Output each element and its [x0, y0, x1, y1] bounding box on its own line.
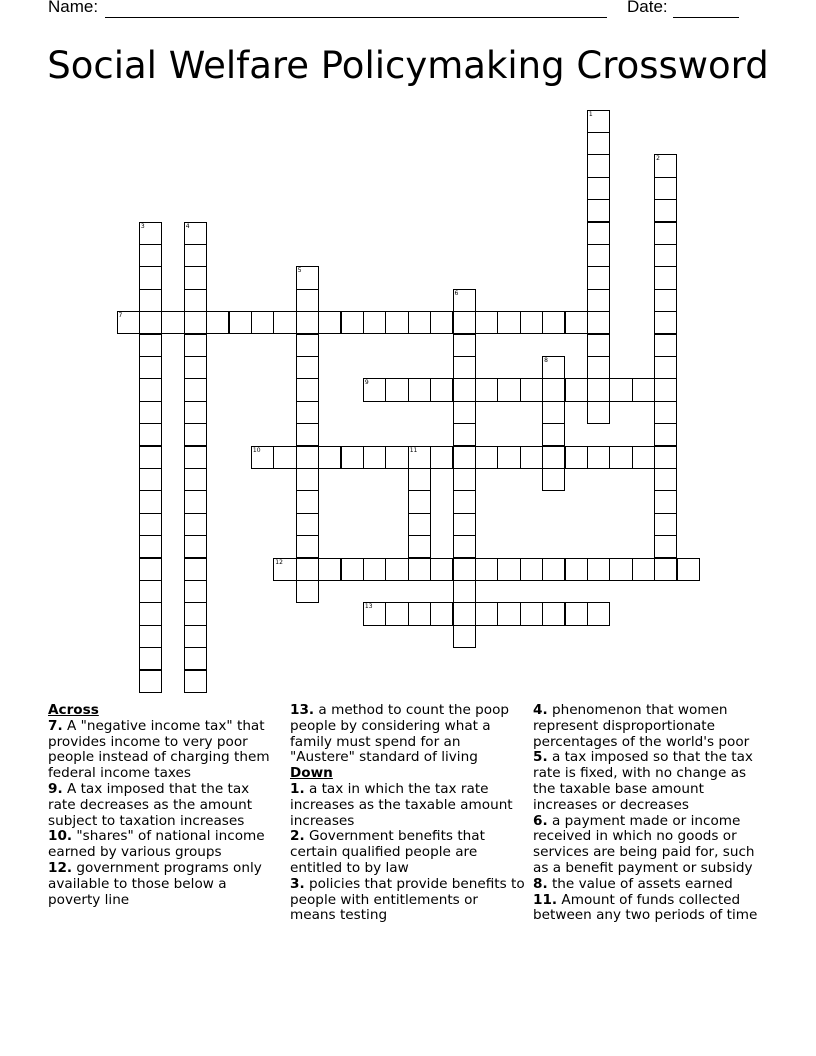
grid-cell[interactable]: [273, 311, 296, 334]
clue-column-2: [290, 703, 526, 924]
grid-cell[interactable]: [565, 311, 588, 334]
grid-cell[interactable]: [385, 378, 408, 401]
grid-cell[interactable]: [273, 446, 296, 469]
grid-cell[interactable]: [184, 558, 207, 581]
grid-cell[interactable]: [363, 311, 386, 334]
grid-cell[interactable]: [385, 558, 408, 581]
grid-cell[interactable]: [677, 558, 700, 581]
grid-cell[interactable]: [453, 602, 476, 625]
grid-cell[interactable]: [363, 446, 386, 469]
grid-cell[interactable]: [184, 334, 207, 357]
grid-cell[interactable]: [296, 558, 319, 581]
grid-cell[interactable]: [632, 446, 655, 469]
grid-cell[interactable]: [520, 311, 543, 334]
grid-cell[interactable]: [453, 580, 476, 603]
grid-cell[interactable]: [654, 356, 677, 379]
grid-cell[interactable]: [229, 311, 252, 334]
grid-cell[interactable]: [184, 580, 207, 603]
clue-number: 7: [118, 312, 123, 320]
grid-cell[interactable]: [654, 154, 677, 177]
grid-cell[interactable]: [565, 378, 588, 401]
grid-cell[interactable]: [587, 244, 610, 267]
grid-cell[interactable]: [654, 378, 677, 401]
grid-cell[interactable]: [139, 401, 162, 424]
grid-cell[interactable]: [587, 446, 610, 469]
grid-cell[interactable]: [251, 446, 274, 469]
grid-cell[interactable]: [139, 580, 162, 603]
grid-cell[interactable]: [542, 602, 565, 625]
grid-cell[interactable]: [206, 311, 229, 334]
grid-cell[interactable]: [408, 490, 431, 513]
grid-cell[interactable]: [453, 468, 476, 491]
clue-number: 3: [140, 222, 145, 230]
grid-cell[interactable]: [654, 334, 677, 357]
grid-cell[interactable]: [609, 558, 632, 581]
grid-cell[interactable]: [453, 423, 476, 446]
clue-number: 1: [588, 110, 593, 118]
grid-cell[interactable]: [184, 647, 207, 670]
grid-cell[interactable]: [453, 401, 476, 424]
clue-across-7: 7. A "negative income tax" that provides income to very poor people instead of charging them federal income taxes: [48, 717, 270, 782]
grid-cell[interactable]: [408, 513, 431, 536]
grid-cell[interactable]: [184, 468, 207, 491]
grid-cell[interactable]: [632, 558, 655, 581]
grid-cell[interactable]: [542, 558, 565, 581]
grid-cell[interactable]: [475, 602, 498, 625]
grid-cell[interactable]: [542, 311, 565, 334]
name-label: Name:: [48, 0, 99, 16]
grid-cell[interactable]: [497, 558, 520, 581]
grid-cell[interactable]: [139, 513, 162, 536]
grid-cell[interactable]: [520, 446, 543, 469]
grid-cell[interactable]: [139, 356, 162, 379]
grid-cell[interactable]: [565, 602, 588, 625]
grid-cell[interactable]: [542, 446, 565, 469]
grid-cell[interactable]: [453, 446, 476, 469]
date-label: Date:: [627, 0, 668, 16]
grid-cell[interactable]: [385, 311, 408, 334]
grid-cell[interactable]: [341, 558, 364, 581]
grid-cell[interactable]: [587, 378, 610, 401]
grid-cell[interactable]: [139, 423, 162, 446]
grid-cell[interactable]: [296, 311, 319, 334]
grid-cell[interactable]: [296, 266, 319, 289]
clue-across-10: 10. "shares" of national income earned by various groups: [48, 828, 265, 861]
grid-cell[interactable]: [587, 311, 610, 334]
grid-cell[interactable]: [184, 244, 207, 267]
grid-cell[interactable]: [475, 311, 498, 334]
grid-cell[interactable]: [453, 558, 476, 581]
clue-column-1: [48, 703, 278, 908]
grid-cell[interactable]: [139, 558, 162, 581]
grid-cell[interactable]: [565, 446, 588, 469]
grid-cell[interactable]: [184, 535, 207, 558]
grid-cell[interactable]: [542, 356, 565, 379]
grid-cell[interactable]: [296, 580, 319, 603]
grid-cell[interactable]: [296, 423, 319, 446]
grid-cell[interactable]: [632, 378, 655, 401]
grid-cell[interactable]: [430, 311, 453, 334]
clue-down-2: 2. Government benefits that certain qualified people are entitled to by law: [290, 828, 485, 876]
grid-cell[interactable]: [520, 378, 543, 401]
grid-cell[interactable]: [408, 378, 431, 401]
grid-cell[interactable]: [296, 446, 319, 469]
grid-cell[interactable]: [139, 378, 162, 401]
grid-cell[interactable]: [408, 468, 431, 491]
grid-cell[interactable]: [654, 446, 677, 469]
clue-down-3: 3. policies that provide benefits to people with entitlements or means testing: [290, 875, 525, 924]
grid-cell[interactable]: [654, 311, 677, 334]
grid-cell[interactable]: [542, 423, 565, 446]
grid-cell[interactable]: [139, 647, 162, 670]
grid-cell[interactable]: [654, 177, 677, 200]
clue-down-6: 6. a payment made or income received in which no goods or services are being paid for, such as a benefit payment or subsidy: [533, 812, 755, 876]
grid-cell[interactable]: [184, 356, 207, 379]
across-heading: Across: [48, 702, 99, 718]
grid-cell[interactable]: [475, 446, 498, 469]
grid-cell[interactable]: [184, 401, 207, 424]
page-title: Social Welfare Policymaking Crossword: [47, 44, 769, 87]
grid-cell[interactable]: [587, 401, 610, 424]
grid-cell[interactable]: [654, 468, 677, 491]
grid-cell[interactable]: [184, 513, 207, 536]
grid-cell[interactable]: [318, 446, 341, 469]
grid-cell[interactable]: [117, 311, 140, 334]
grid-cell[interactable]: [363, 558, 386, 581]
grid-cell[interactable]: [654, 401, 677, 424]
clue-number: 9: [364, 379, 369, 387]
clue-number: 6: [454, 289, 459, 297]
grid-cell[interactable]: [251, 311, 274, 334]
grid-cell[interactable]: [139, 289, 162, 312]
grid-cell[interactable]: [139, 468, 162, 491]
grid-cell[interactable]: [184, 446, 207, 469]
grid-cell[interactable]: [654, 266, 677, 289]
grid-cell[interactable]: [184, 670, 207, 693]
grid-cell[interactable]: [296, 289, 319, 312]
grid-cell[interactable]: [296, 468, 319, 491]
grid-cell[interactable]: [385, 602, 408, 625]
grid-cell[interactable]: [139, 244, 162, 267]
clue-across-13: 13. a method to count the poop people by considering what a family must spend for an "Austere" standard of living: [290, 702, 510, 766]
clue-column-3: [533, 703, 769, 924]
grid-cell[interactable]: [520, 558, 543, 581]
grid-cell[interactable]: [161, 311, 184, 334]
grid-cell[interactable]: [139, 266, 162, 289]
grid-cell[interactable]: [385, 446, 408, 469]
clue-down-8: 8. the value of assets earned: [533, 875, 733, 892]
grid-cell[interactable]: [296, 490, 319, 513]
grid-cell[interactable]: [453, 625, 476, 648]
grid-cell[interactable]: [654, 513, 677, 536]
grid-cell[interactable]: [139, 490, 162, 513]
grid-cell[interactable]: [587, 558, 610, 581]
grid-cell[interactable]: [609, 378, 632, 401]
grid-cell[interactable]: [139, 334, 162, 357]
grid-cell[interactable]: [430, 602, 453, 625]
grid-cell[interactable]: [654, 222, 677, 245]
grid-cell[interactable]: [453, 356, 476, 379]
grid-cell[interactable]: [408, 446, 431, 469]
grid-cell[interactable]: [408, 535, 431, 558]
grid-cell[interactable]: [587, 222, 610, 245]
grid-cell[interactable]: [139, 602, 162, 625]
clue-number: 12: [275, 558, 283, 566]
grid-cell[interactable]: [497, 378, 520, 401]
grid-cell[interactable]: [273, 558, 296, 581]
clue-number: 5: [297, 267, 302, 275]
grid-cell[interactable]: [318, 311, 341, 334]
grid-cell[interactable]: [654, 423, 677, 446]
grid-cell[interactable]: [453, 378, 476, 401]
clue-number: 10: [252, 446, 261, 454]
grid-cell[interactable]: [453, 311, 476, 334]
grid-cell[interactable]: [654, 289, 677, 312]
grid-cell[interactable]: [184, 222, 207, 245]
grid-cell[interactable]: [184, 423, 207, 446]
grid-cell[interactable]: [184, 266, 207, 289]
grid-cell[interactable]: [587, 132, 610, 155]
grid-cell[interactable]: [587, 199, 610, 222]
grid-cell[interactable]: [139, 670, 162, 693]
grid-cell[interactable]: [587, 356, 610, 379]
grid-cell[interactable]: [184, 625, 207, 648]
grid-cell[interactable]: [587, 266, 610, 289]
clue-number: 8: [544, 356, 548, 364]
grid-cell[interactable]: [497, 446, 520, 469]
grid-cell[interactable]: [609, 446, 632, 469]
grid-cell[interactable]: [408, 602, 431, 625]
clue-number: 4: [185, 222, 190, 230]
grid-cell[interactable]: [296, 535, 319, 558]
grid-cell[interactable]: [587, 177, 610, 200]
grid-cell[interactable]: [430, 378, 453, 401]
grid-cell[interactable]: [296, 378, 319, 401]
grid-cell[interactable]: [542, 401, 565, 424]
grid-cell[interactable]: [475, 378, 498, 401]
clue-across-12: 12. government programs only available to those below a poverty line: [48, 859, 262, 908]
grid-cell[interactable]: [542, 378, 565, 401]
down-heading: Down: [290, 765, 333, 782]
grid-cell[interactable]: [453, 490, 476, 513]
grid-cell[interactable]: [587, 110, 610, 133]
grid-cell[interactable]: [139, 446, 162, 469]
clue-number: 11: [409, 446, 418, 454]
grid-cell[interactable]: [497, 602, 520, 625]
grid-cell[interactable]: [139, 535, 162, 558]
clue-across-9: 9. A tax imposed that the tax rate decreases as the amount subject to taxation increases: [48, 780, 253, 829]
grid-cell[interactable]: [184, 602, 207, 625]
grid-cell[interactable]: [184, 490, 207, 513]
grid-cell[interactable]: [184, 311, 207, 334]
grid-cell[interactable]: [139, 625, 162, 648]
grid-cell[interactable]: [341, 311, 364, 334]
grid-cell[interactable]: [654, 535, 677, 558]
grid-cell[interactable]: [363, 602, 386, 625]
grid-cell[interactable]: [542, 468, 565, 491]
clue-down-4: 4. phenomenon that women represent disproportionate percentages of the world's poor: [533, 702, 750, 750]
grid-cell[interactable]: [296, 401, 319, 424]
grid-cell[interactable]: [318, 558, 341, 581]
grid-cell[interactable]: [654, 244, 677, 267]
clue-number: 2: [656, 155, 660, 163]
grid-cell[interactable]: [430, 446, 453, 469]
grid-cell[interactable]: [363, 378, 386, 401]
grid-cell[interactable]: [408, 311, 431, 334]
clue-down-11: 11. Amount of funds collected between any two periods of time: [533, 891, 758, 924]
grid-cell[interactable]: [565, 558, 588, 581]
grid-cell[interactable]: [497, 311, 520, 334]
grid-cell[interactable]: [296, 356, 319, 379]
grid-cell[interactable]: [475, 558, 498, 581]
grid-cell[interactable]: [296, 334, 319, 357]
grid-cell[interactable]: [587, 154, 610, 177]
grid-cell[interactable]: [184, 289, 207, 312]
grid-cell[interactable]: [453, 513, 476, 536]
grid-cell[interactable]: [587, 334, 610, 357]
grid-cell[interactable]: [520, 602, 543, 625]
grid-cell[interactable]: [408, 558, 431, 581]
grid-cell[interactable]: [453, 535, 476, 558]
grid-cell[interactable]: [430, 558, 453, 581]
grid-cell[interactable]: [453, 334, 476, 357]
grid-cell[interactable]: [587, 602, 610, 625]
grid-cell[interactable]: [654, 558, 677, 581]
grid-cell[interactable]: [453, 289, 476, 312]
grid-cell[interactable]: [184, 378, 207, 401]
grid-cell[interactable]: [139, 311, 162, 334]
clue-down-5: 5. a tax imposed so that the tax rate is fixed, with no change as the taxable base amount increases or decreases: [533, 749, 753, 813]
clue-number: 13: [364, 603, 373, 611]
grid-cell[interactable]: [587, 289, 610, 312]
clue-down-1: 1. a tax in which the tax rate increases as the taxable amount increases: [290, 780, 513, 829]
grid-cell[interactable]: [341, 446, 364, 469]
grid-cell[interactable]: [139, 222, 162, 245]
grid-cell[interactable]: [296, 513, 319, 536]
grid-cell[interactable]: [654, 490, 677, 513]
grid-cell[interactable]: [654, 199, 677, 222]
